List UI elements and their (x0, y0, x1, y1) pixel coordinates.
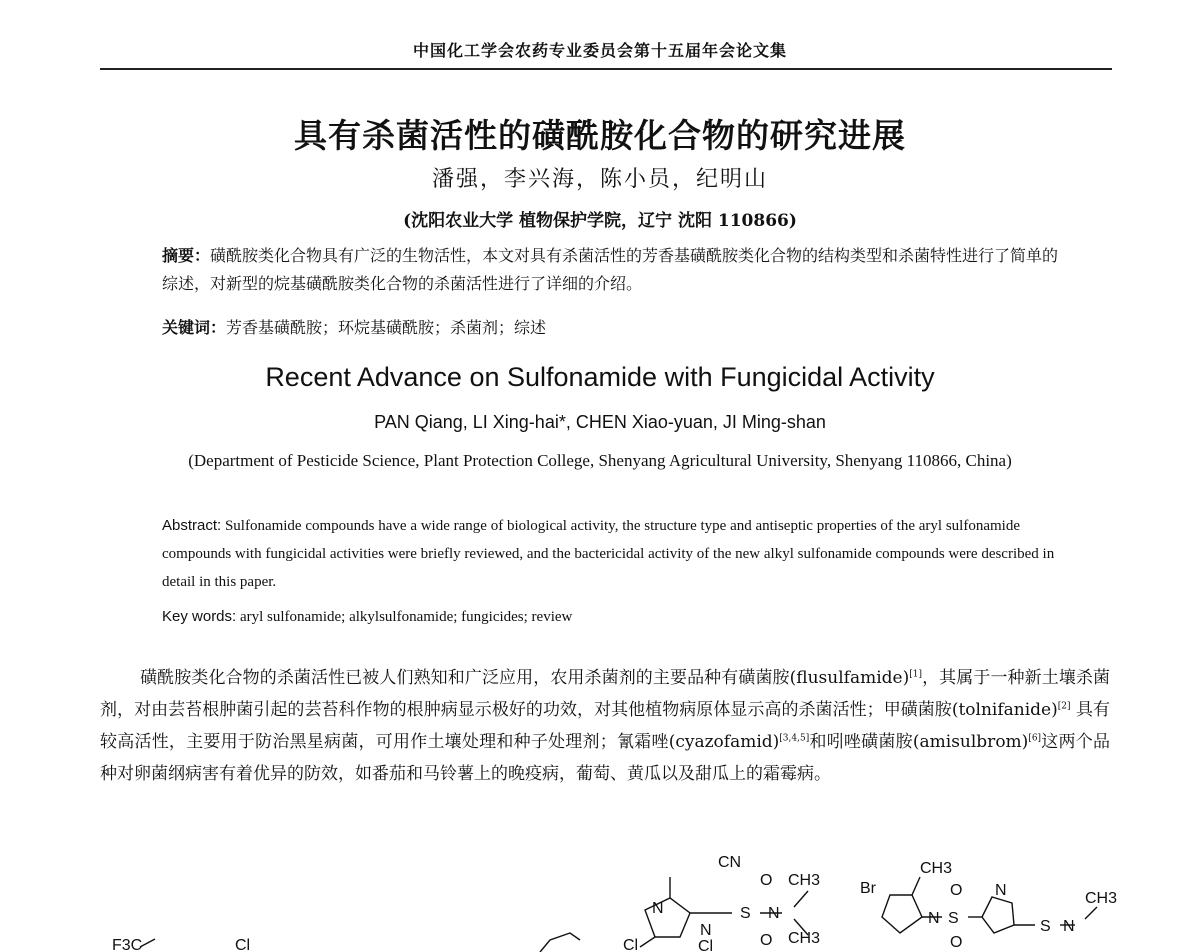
english-keywords (162, 605, 1062, 629)
bond-line (912, 877, 920, 895)
body-paragraph (100, 662, 1110, 790)
citation-4: [6] (1028, 733, 1042, 744)
english-abstract-label: Abstract: (162, 517, 222, 534)
bond-line (640, 937, 655, 947)
structure-atom-label: N (995, 882, 1007, 899)
indole-ring (882, 895, 922, 933)
chinese-authors: 潘强，李兴海，陈小员，纪明山 (431, 167, 768, 192)
bond-line (140, 939, 155, 947)
structure-atom-label: N (700, 922, 712, 939)
structure-atom-label: Cl (235, 937, 251, 952)
english-authors: PAN Qiang, LI Xing-hai*, CHEN Xiao-yuan, JI Ming-shan (374, 412, 826, 432)
chemical-structures-figure (100, 854, 1118, 952)
structure-atom-label: CH3 (1085, 890, 1118, 907)
english-keywords-label: Key words: (162, 608, 237, 625)
chinese-abstract-label: 摘要： (162, 246, 211, 265)
citation-3: [3,4,5] (779, 733, 810, 744)
chinese-affiliation: (沈阳农业大学 植物保护学院，辽宁 沈阳 110866) (403, 211, 797, 231)
bond-line (794, 891, 808, 907)
english-abstract-text: Sulfonamide compounds have a wide range of biological activity, the structure type and antiseptic properties of the aryl sulfonamide compounds with fungicidal activities were briefly reviewed, and the bactericidal activity of the new alkyl sulfonamide compounds were described in detail in this paper. (162, 518, 1055, 590)
bond-line (540, 933, 580, 952)
structure-atom-label: N (928, 910, 940, 927)
structure-atom-label: CH3 (920, 860, 953, 877)
structure-atom-label: S (1040, 918, 1051, 935)
structure-atom-label: O (760, 932, 773, 949)
header-rule (100, 68, 1112, 70)
body-text-3: 具有较高活性，主要用于防治黑星病菌，可用作土壤处理和种子处理剂；氰霜唑(cyazofamid) (100, 700, 1110, 752)
structure-atom-label: Cl (623, 937, 639, 952)
structure-atom-label: N (652, 900, 664, 917)
structure-atom-label: Cl (698, 938, 714, 952)
structure-atom-label: S (740, 905, 751, 922)
chinese-title: 具有杀菌活性的磺酰胺化合物的研究进展 (294, 116, 906, 155)
structure-atom-label: CN (718, 854, 742, 871)
chinese-keywords-label: 关键词： (162, 318, 227, 337)
structure-atom-label: N (1063, 918, 1075, 935)
english-keywords-text: aryl sulfonamide; alkylsulfonamide; fungicides; review (236, 609, 573, 625)
structure-atom-label: S (948, 910, 959, 927)
english-title: Recent Advance on Sulfonamide with Fungicidal Activity (265, 362, 935, 392)
structure-atom-label: CH3 (788, 930, 821, 947)
structure-atom-label: N (768, 905, 780, 922)
body-text-5: 这两个品种对卵菌纲病害有着优异的防效，如番茄和马铃薯上的晚疫病，葡萄、黄瓜以及甜瓜上的霜霉病。 (100, 732, 1110, 784)
chinese-abstract (162, 242, 1062, 298)
english-affiliation: (Department of Pesticide Science, Plant Protection College, Shenyang Agricultural University, Shenyang 110866, China) (188, 451, 1012, 470)
structure-atom-label: O (950, 934, 963, 951)
citation-1: [1] (909, 669, 922, 680)
triazole-ring (982, 897, 1014, 933)
structure-atom-label: O (760, 872, 773, 889)
chinese-abstract-text: 磺酰胺类化合物具有广泛的生物活性，本文对具有杀菌活性的芳香基磺酰胺类化合物的结构类型和杀菌特性进行了简单的综述，对新型的烷基磺酰胺类化合物的杀菌活性进行了详细的介绍。 (162, 246, 1059, 293)
structure-atom-label: F3C (112, 937, 143, 952)
structure-atom-label: CH3 (788, 872, 821, 889)
body-text-2: ，其属于一种新土壤杀菌剂，对由芸苔根肿菌引起的芸苔科作物的根肿病显示极好的功效，对其他植物病原体显示高的杀菌活性；甲磺菌胺(tolnifanide) (100, 668, 1111, 720)
english-abstract (162, 512, 1062, 596)
bond-line (1085, 907, 1097, 919)
body-text-4: 和吲唑磺菌胺(amisulbrom) (809, 732, 1029, 752)
chinese-keywords (162, 314, 1062, 342)
citation-2: [2] (1057, 701, 1071, 712)
chinese-keywords-text: 芳香基磺酰胺；环烷基磺酰胺；杀菌剂；综述 (226, 318, 547, 337)
running-header: 中国化工学会农药专业委员会第十五届年会论文集 (412, 41, 787, 60)
structure-atom-label: Br (860, 880, 876, 897)
body-text-1: 磺酰胺类化合物的杀菌活性已被人们熟知和广泛应用，农用杀菌剂的主要品种有磺菌胺(flusulfamide) (140, 668, 910, 688)
structure-atom-label: O (950, 882, 963, 899)
